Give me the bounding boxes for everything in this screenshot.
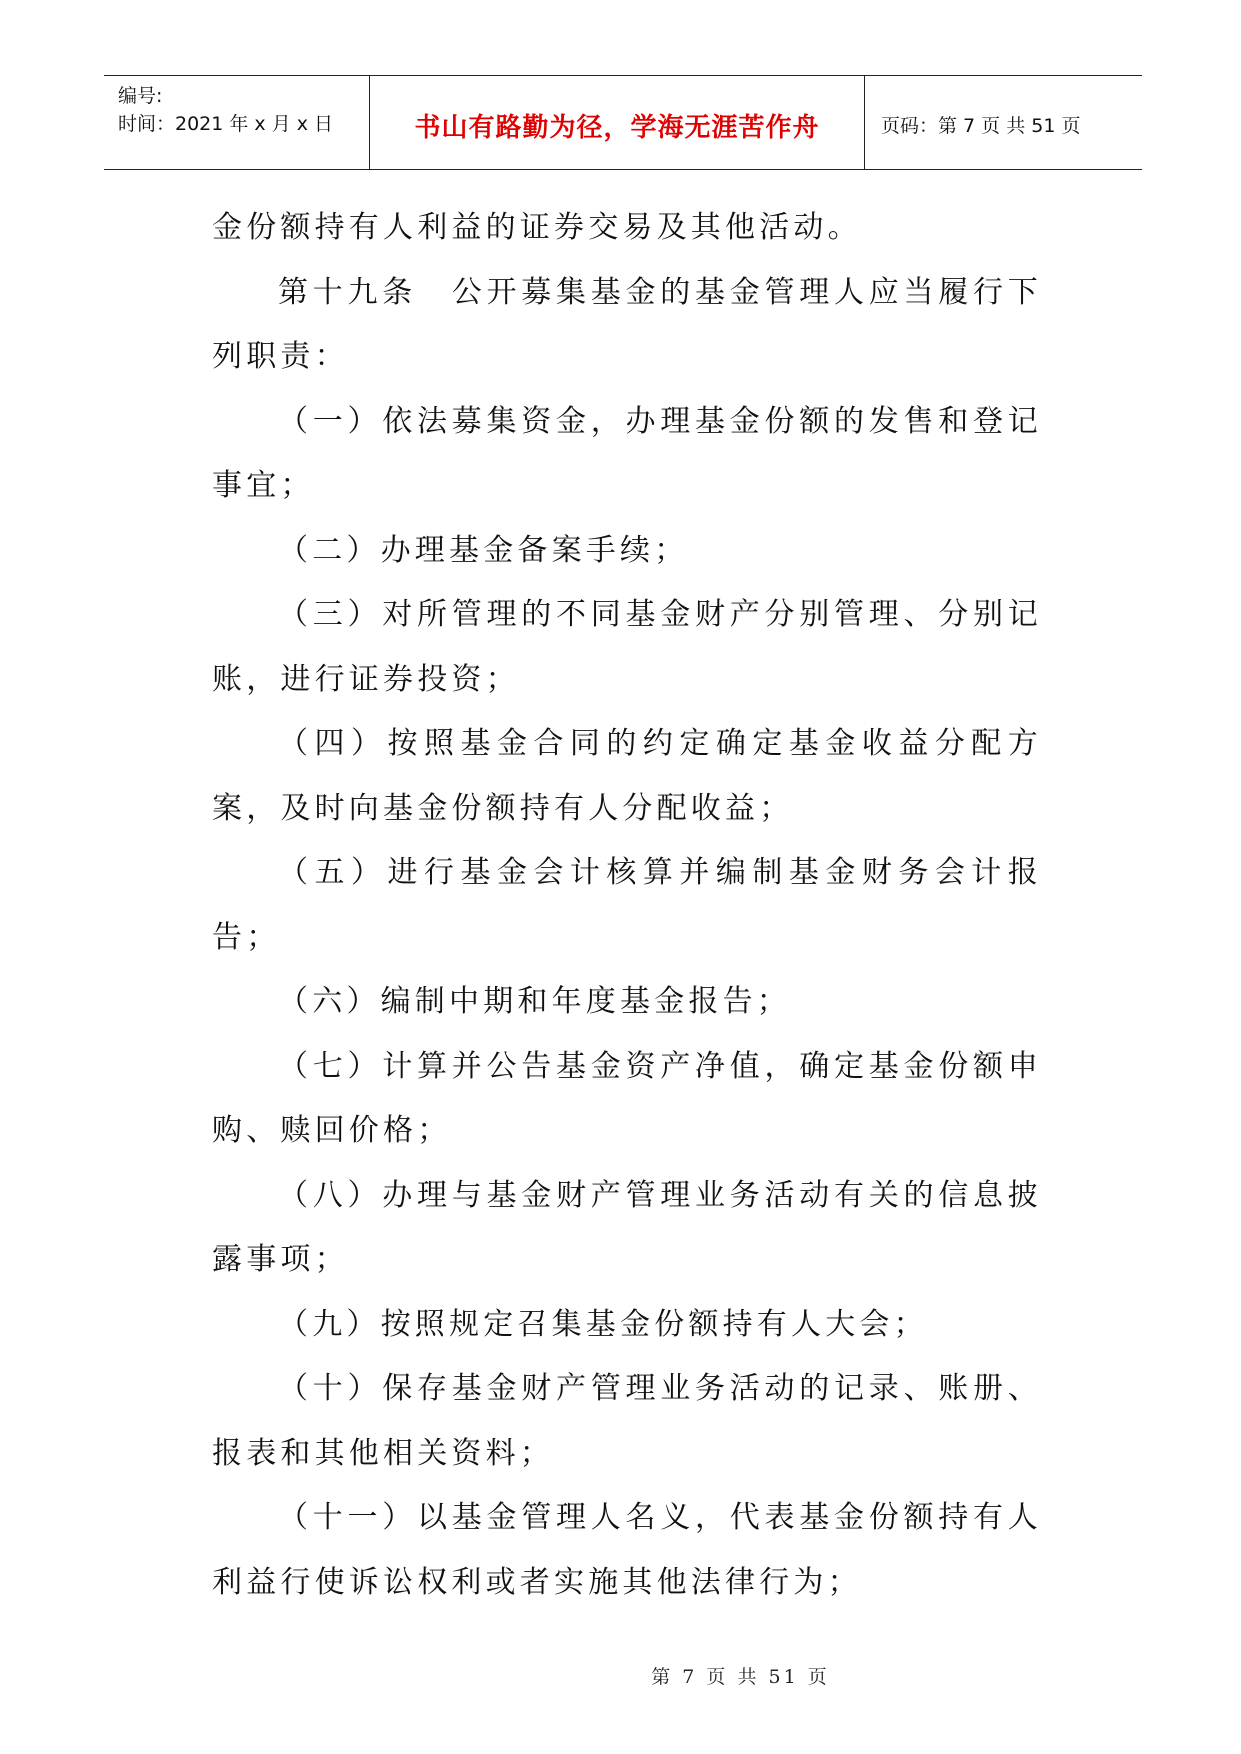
document-number-label: 编号: [118,85,163,107]
header-page-cell [865,76,1142,169]
header-motto: 书山有路勤为径，学海无涯苦作舟 [414,113,820,143]
document-time-label: 时间：2021 年 x 月 x 日 [118,113,334,135]
document-body [212,196,1042,1615]
duty-item: （八）办理与基金财产管理业务活动有关的信息披露事项； [212,1177,1042,1277]
header-motto-cell [370,76,865,169]
body-paragraph: 金份额持有人利益的证券交易及其他活动。 [212,210,862,245]
article-19-heading: 第十九条 公开募集基金的基金管理人应当履行下列职责： [212,274,1042,374]
duty-item: （四）按照基金合同的约定确定基金收益分配方案，及时向基金份额持有人分配收益； [212,726,1042,826]
duty-item: （七）计算并公告基金资产净值，确定基金份额申购、赎回价格； [212,1048,1042,1148]
header-meta-cell [104,76,370,169]
duty-item: （九）按照规定召集基金份额持有人大会； [278,1306,928,1342]
duty-item: （十）保存基金财产管理业务活动的记录、账册、报表和其他相关资料； [212,1371,1042,1471]
duty-item: （十一）以基金管理人名义，代表基金份额持有人利益行使诉讼权利或者实施其他法律行为； [212,1500,1042,1600]
duty-item: （五）进行基金会计核算并编制基金财务会计报告； [212,855,1042,955]
page-footer: 第 7 页 共 51 页 [651,1666,830,1688]
document-header [104,75,1142,170]
duty-item: （三）对所管理的不同基金财产分别管理、分别记账，进行证券投资； [212,597,1042,697]
header-page-info: 页码：第 7 页 共 51 页 [881,115,1081,137]
duty-item: （六）编制中期和年度基金报告； [278,984,791,1019]
duty-item: （二）办理基金备案手续； [278,532,689,568]
duty-item: （一）依法募集资金，办理基金份额的发售和登记事宜； [212,403,1042,503]
